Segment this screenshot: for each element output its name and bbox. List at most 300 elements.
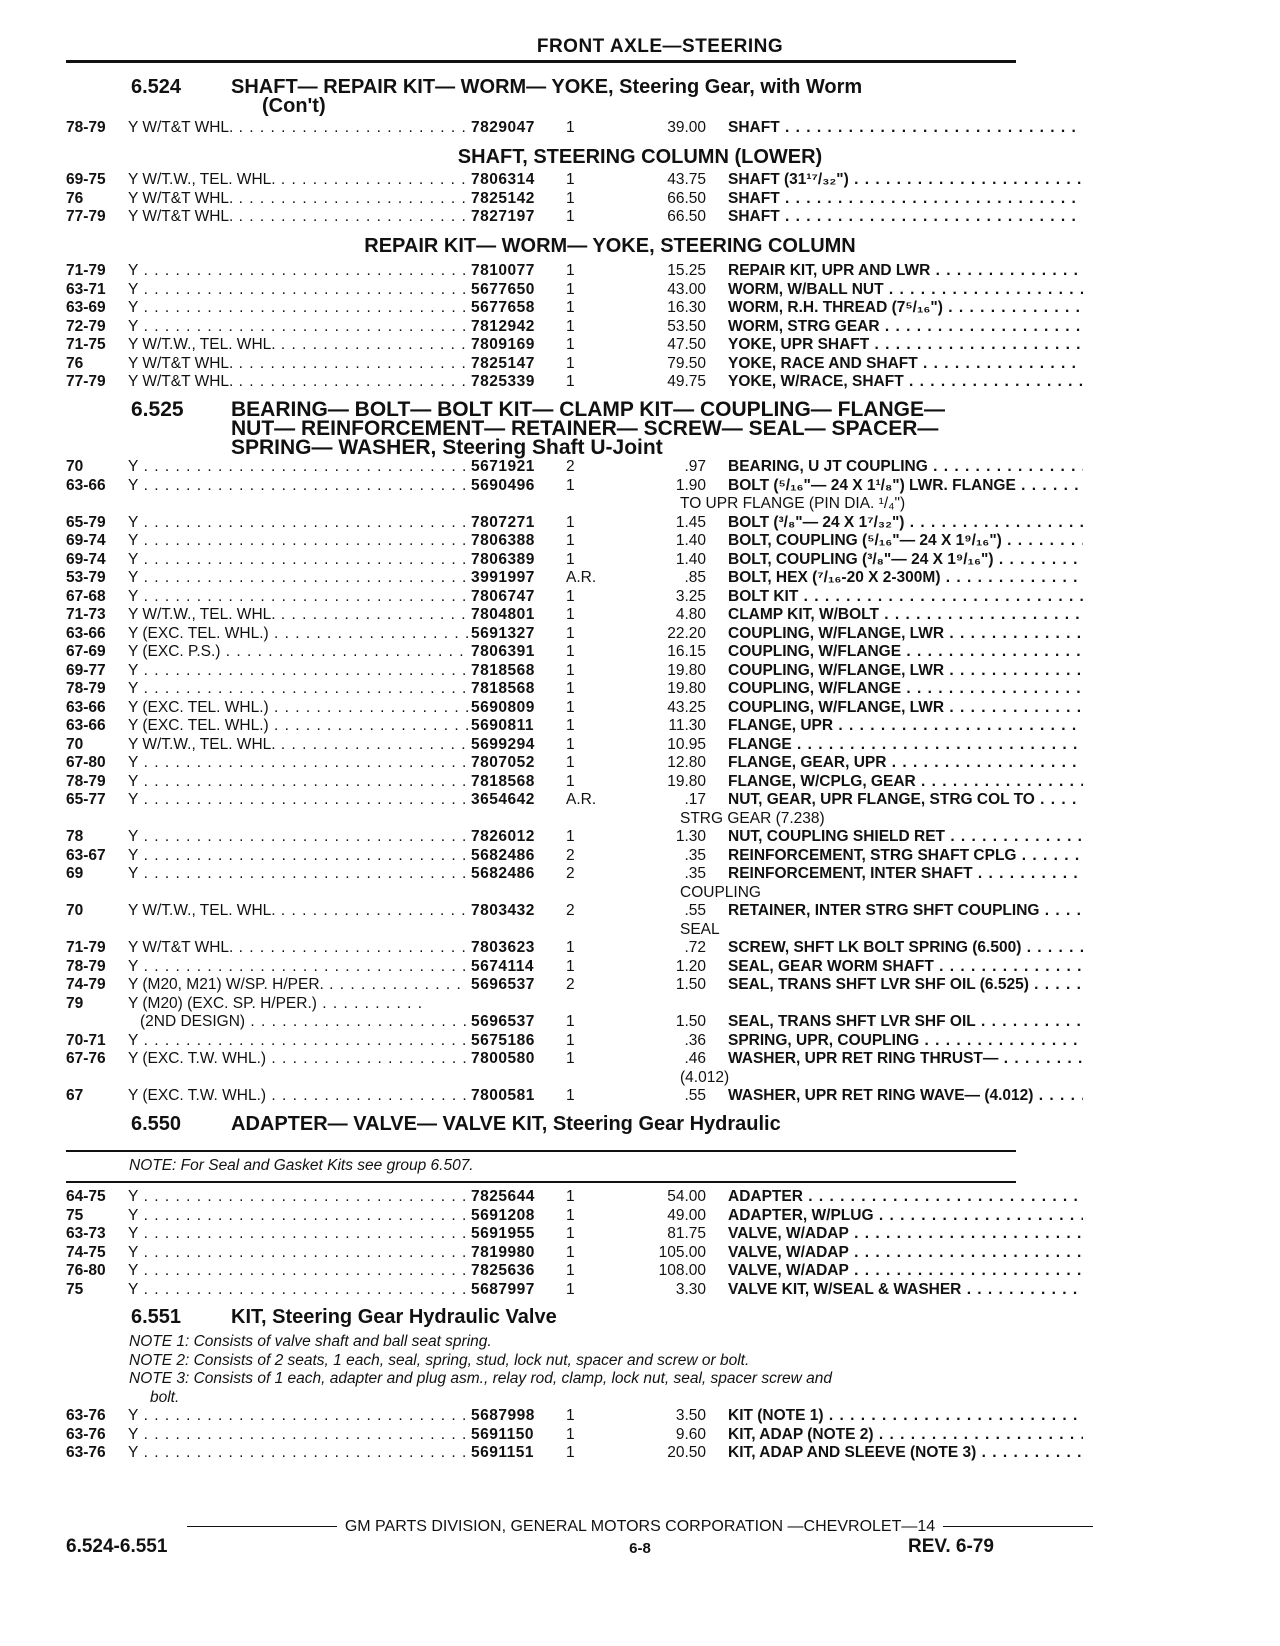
description: VALVE, W/ADAP . . .	[728, 1244, 1083, 1263]
quantity: 1	[566, 1225, 575, 1242]
application: Y W/T.W., TEL. WHL. . . .	[128, 736, 468, 755]
price: 16.30	[667, 299, 706, 316]
model-years: 63-66	[66, 717, 106, 734]
part-row-continuation: SEAL	[680, 920, 720, 938]
quantity: 1	[566, 1188, 575, 1205]
footer-rule-right	[943, 1526, 1093, 1527]
price: 19.80	[667, 661, 706, 679]
description: KIT, ADAP (NOTE 2) . . .	[728, 1426, 1083, 1445]
part-number: 7806389	[471, 550, 535, 568]
model-years: 69-74	[66, 532, 106, 549]
application: Y (M20, M21) W/SP. H/PER. . . .	[128, 976, 468, 995]
description: BOLT, COUPLING (³/₈"— 24 X 1⁹/₁₆") . . .	[728, 551, 1083, 570]
section-rule	[66, 1150, 1016, 1152]
application: Y . . .	[128, 318, 468, 337]
note-3-continuation: bolt.	[150, 1388, 180, 1406]
description: SEAL, TRANS SHFT LVR SHF OIL (6.525) . . .	[728, 976, 1083, 995]
price: 19.80	[667, 680, 706, 697]
model-years: 63-67	[66, 846, 106, 864]
quantity: 1	[566, 1243, 575, 1261]
model-years: 79	[66, 994, 84, 1012]
price: 1.20	[675, 957, 706, 975]
footer-page-number: 6-8	[629, 1540, 651, 1557]
description: CLAMP KIT, W/BOLT . . .	[728, 606, 1083, 625]
note-seal-gasket: NOTE: For Seal and Gasket Kits see group 6.507.	[129, 1157, 474, 1174]
application: Y . . .	[128, 1225, 468, 1244]
description: REPAIR KIT, UPR AND LWR . . .	[728, 262, 1083, 281]
quantity: 1	[566, 1425, 575, 1443]
quantity: 1	[566, 280, 575, 298]
price: 66.50	[667, 208, 706, 225]
part-number: 5690496	[471, 476, 535, 494]
application: (2ND DESIGN) . . .	[140, 1013, 468, 1032]
quantity: 1	[566, 373, 575, 390]
model-years: 75	[66, 1280, 84, 1298]
price: 20.50	[667, 1444, 706, 1461]
description: SEAL, TRANS SHFT LVR SHF OIL . . .	[728, 1013, 1083, 1032]
part-number: 7800581	[471, 1087, 535, 1104]
quantity: 2	[566, 458, 575, 475]
description: ADAPTER . . .	[728, 1188, 1083, 1207]
model-years: 70-71	[66, 1031, 106, 1049]
model-years: 63-66	[66, 698, 106, 716]
quantity: 1	[566, 1087, 575, 1104]
price: 1.50	[675, 1013, 706, 1030]
quantity: 1	[566, 643, 575, 660]
application: Y . . .	[128, 1407, 468, 1426]
application: Y . . .	[128, 1207, 468, 1226]
description: KIT, ADAP AND SLEEVE (NOTE 3) . . .	[728, 1444, 1083, 1463]
application: Y W/T&T WHL. . . .	[128, 190, 468, 209]
part-number: 7809169	[471, 336, 535, 353]
model-years: 63-76	[66, 1407, 106, 1424]
part-number: 5682486	[471, 846, 535, 864]
application: Y . . .	[128, 588, 468, 607]
quantity: 1	[566, 624, 575, 642]
price: 49.75	[667, 373, 706, 390]
application: Y . . .	[128, 754, 468, 773]
application: Y W/T&T WHL. . . .	[128, 119, 468, 138]
price: 1.50	[675, 976, 706, 993]
quantity: 1	[566, 939, 575, 956]
description: SHAFT (31¹⁷/₃₂") . . .	[728, 171, 1083, 190]
section-title: KIT, Steering Gear Hydraulic Valve	[231, 1306, 557, 1328]
quantity: 1	[566, 587, 575, 605]
part-number: 7806391	[471, 643, 535, 660]
price: 9.60	[675, 1425, 706, 1443]
application: Y . . .	[128, 828, 468, 847]
quantity: 1	[566, 661, 575, 679]
part-number: 7827197	[471, 208, 535, 225]
model-years: 67	[66, 1087, 84, 1104]
application: Y . . .	[128, 1426, 468, 1445]
application: Y . . .	[128, 791, 468, 810]
note-2: NOTE 2: Consists of 2 seats, 1 each, seal, spring, stud, lock nut, spacer and screw or bolt.	[129, 1351, 750, 1369]
description: COUPLING, W/FLANGE . . .	[728, 643, 1083, 662]
application: Y . . .	[128, 1032, 468, 1051]
model-years: 75	[66, 1206, 84, 1224]
price: 15.25	[667, 262, 706, 279]
description: FLANGE . . .	[728, 736, 1083, 755]
part-number: 7825147	[471, 354, 535, 372]
price: 16.15	[667, 643, 706, 660]
description: BOLT (³/₈"— 24 X 1⁷/₃₂") . . .	[728, 514, 1083, 533]
application: Y . . .	[128, 299, 468, 318]
part-number: 7825339	[471, 373, 535, 390]
quantity: 1	[566, 1050, 575, 1067]
application: Y W/T&T WHL. . . .	[128, 355, 468, 374]
quantity: 1	[566, 299, 575, 316]
application: Y . . .	[128, 773, 468, 792]
quantity: A.R.	[566, 791, 597, 808]
application: Y . . .	[128, 1281, 468, 1300]
part-number: 7818568	[471, 661, 535, 679]
model-years: 77-79	[66, 373, 106, 390]
description: REINFORCEMENT, INTER SHAFT . . .	[728, 865, 1083, 884]
section-number: 6.550	[131, 1113, 182, 1135]
part-number: 5691151	[471, 1444, 534, 1461]
price: 43.25	[667, 698, 706, 716]
part-number: 3991997	[471, 569, 535, 586]
price: 3.30	[675, 1280, 706, 1298]
model-years: 65-77	[66, 791, 106, 808]
part-number: 5699294	[471, 735, 535, 753]
section-title: SHAFT— REPAIR KIT— WORM— YOKE, Steering Gear, with Worm	[231, 76, 863, 98]
application: Y W/T.W., TEL. WHL. . . .	[128, 336, 468, 355]
quantity: 1	[566, 772, 575, 790]
model-years: 78-79	[66, 957, 106, 975]
part-number: 7800580	[471, 1050, 535, 1067]
description: WASHER, UPR RET RING THRUST— . . .	[728, 1050, 1083, 1069]
part-number: 7806388	[471, 532, 535, 549]
subheading-repair-kit: REPAIR KIT— WORM— YOKE, STEERING COLUMN	[364, 235, 856, 257]
part-number: 7818568	[471, 772, 535, 790]
model-years: 70	[66, 458, 84, 475]
price: 1.30	[675, 828, 706, 845]
application: Y . . .	[128, 532, 468, 551]
part-row-continuation: COUPLING	[680, 883, 761, 901]
quantity: 1	[566, 1407, 575, 1424]
model-years: 69-77	[66, 661, 106, 679]
description: NUT, GEAR, UPR FLANGE, STRG COL TO . . .	[728, 791, 1083, 810]
application: Y . . .	[128, 680, 468, 699]
section-6-550	[131, 1115, 1011, 1134]
quantity: 1	[566, 1013, 575, 1030]
price: .46	[684, 1050, 706, 1067]
description: SPRING, UPR, COUPLING . . .	[728, 1032, 1083, 1051]
application: Y W/T&T WHL. . . .	[128, 939, 468, 958]
application: Y . . .	[128, 1262, 468, 1281]
part-row-continuation: (4.012)	[680, 1068, 730, 1086]
quantity: 1	[566, 317, 575, 335]
price: 3.25	[675, 587, 706, 605]
quantity: 2	[566, 846, 575, 864]
note-3: NOTE 3: Consists of 1 each, adapter and plug asm., relay rod, clamp, lock nut, seal, spacer screw and	[129, 1370, 833, 1387]
part-number: 5677658	[471, 299, 535, 316]
application: Y W/T.W., TEL. WHL. . . .	[128, 171, 468, 190]
price: 39.00	[667, 119, 706, 136]
model-years: 78-79	[66, 119, 106, 136]
quantity: 1	[566, 336, 575, 353]
description: SEAL, GEAR WORM SHAFT . . .	[728, 958, 1083, 977]
model-years: 63-66	[66, 624, 106, 642]
application: Y (EXC. TEL. WHL.) . . .	[128, 717, 468, 736]
application: Y (EXC. TEL. WHL.) . . .	[128, 699, 468, 718]
description: REINFORCEMENT, STRG SHAFT CPLG . . .	[728, 847, 1083, 866]
price: 43.75	[667, 171, 706, 188]
model-years: 63-73	[66, 1225, 106, 1242]
description: FLANGE, GEAR, UPR . . .	[728, 754, 1083, 773]
price: 3.50	[675, 1407, 706, 1424]
price: 11.30	[668, 717, 706, 734]
section-number: 6.525	[131, 398, 184, 421]
part-number: 5677650	[471, 280, 535, 298]
description: COUPLING, W/FLANGE . . .	[728, 680, 1083, 699]
description: FLANGE, W/CPLG, GEAR . . .	[728, 773, 1083, 792]
quantity: 1	[566, 828, 575, 845]
price: .72	[684, 939, 706, 956]
section-cont: (Con't)	[262, 95, 326, 117]
header-rule	[66, 60, 1016, 63]
part-number: 5691208	[471, 1206, 535, 1224]
price: 1.90	[675, 476, 706, 494]
page-header: FRONT AXLE—STEERING	[536, 36, 784, 57]
description: BEARING, U JT COUPLING . . .	[728, 458, 1083, 477]
part-number: 7803623	[471, 939, 535, 956]
section-title-line-2: NUT— REINFORCEMENT— RETAINER— SCREW— SEAL— SPACER—	[231, 417, 939, 440]
subheading-lower-shaft: SHAFT, STEERING COLUMN (LOWER)	[457, 146, 823, 168]
description: RETAINER, INTER STRG SHFT COUPLING . . .	[728, 902, 1083, 921]
description: VALVE, W/ADAP . . .	[728, 1262, 1083, 1281]
quantity: 1	[566, 735, 575, 753]
part-number: 5696537	[471, 976, 535, 993]
description: COUPLING, W/FLANGE, LWR . . .	[728, 625, 1083, 644]
model-years: 78-79	[66, 680, 106, 697]
footer-revision: REV. 6-79	[908, 1536, 994, 1557]
part-number: 7806314	[471, 171, 535, 188]
part-number: 5690811	[471, 717, 534, 734]
application: Y (M20) (EXC. SP. H/PER.) . . .	[128, 995, 428, 1014]
part-number: 7825644	[471, 1188, 535, 1205]
quantity: 2	[566, 976, 575, 993]
description: FLANGE, UPR . . .	[728, 717, 1083, 736]
price: 4.80	[675, 606, 706, 623]
quantity: 2	[566, 865, 575, 882]
section-number: 6.551	[131, 1306, 182, 1328]
part-number: 5690809	[471, 698, 535, 716]
model-years: 63-76	[66, 1444, 106, 1461]
price: .35	[684, 865, 706, 882]
model-years: 76	[66, 189, 84, 207]
part-row-continuation: TO UPR FLANGE (PIN DIA. ¹/₄")	[680, 495, 906, 512]
application: Y . . .	[128, 1244, 468, 1263]
description: SHAFT . . .	[728, 119, 1083, 138]
description: WASHER, UPR RET RING WAVE— (4.012) . . .	[728, 1087, 1083, 1106]
model-years: 67-69	[66, 643, 106, 660]
price: .85	[684, 569, 706, 586]
part-number: 7806747	[471, 587, 535, 605]
price: 1.40	[675, 532, 706, 549]
application: Y (EXC. T.W. WHL.) . . .	[128, 1050, 468, 1069]
description: COUPLING, W/FLANGE, LWR . . .	[728, 662, 1083, 681]
application: Y W/T&T WHL. . . .	[128, 373, 468, 392]
quantity: 1	[566, 1444, 575, 1461]
model-years: 76-80	[66, 1262, 106, 1279]
quantity: 1	[566, 1206, 575, 1224]
part-number: 3654642	[471, 791, 535, 808]
description: YOKE, UPR SHAFT . . .	[728, 336, 1083, 355]
application: Y . . .	[128, 569, 468, 588]
footer-publisher: GM PARTS DIVISION, GENERAL MOTORS CORPORATION —CHEVROLET—14	[0, 1518, 1280, 1536]
quantity: 1	[566, 208, 575, 225]
price: 66.50	[667, 189, 706, 207]
description: ADAPTER, W/PLUG . . .	[728, 1207, 1083, 1226]
part-number: 7826012	[471, 828, 535, 845]
price: .55	[684, 902, 706, 919]
application: Y . . .	[128, 551, 468, 570]
application: Y . . .	[128, 477, 468, 496]
description: BOLT (⁵/₁₆"— 24 X 1¹/₈") LWR. FLANGE . . .	[728, 477, 1083, 496]
part-number: 5674114	[471, 957, 534, 975]
price: .35	[684, 846, 706, 864]
price: 1.40	[675, 550, 706, 568]
model-years: 63-71	[66, 280, 106, 298]
description: YOKE, RACE AND SHAFT . . .	[728, 355, 1083, 374]
application: Y . . .	[128, 865, 468, 884]
application: Y . . .	[128, 458, 468, 477]
model-years: 71-79	[66, 939, 106, 956]
price: .36	[684, 1031, 706, 1049]
quantity: 1	[566, 717, 575, 734]
model-years: 70	[66, 902, 84, 919]
part-number: 7819980	[471, 1243, 535, 1261]
part-number: 5687998	[471, 1407, 535, 1424]
description: WORM, STRG GEAR . . .	[728, 318, 1083, 337]
description: SCREW, SHFT LK BOLT SPRING (6.500) . . .	[728, 939, 1083, 958]
application: Y . . .	[128, 847, 468, 866]
description: WORM, W/BALL NUT . . .	[728, 281, 1083, 300]
model-years: 78-79	[66, 772, 106, 790]
model-years: 69-75	[66, 171, 106, 188]
part-number: 5687997	[471, 1280, 535, 1298]
price: .55	[684, 1087, 706, 1104]
model-years: 77-79	[66, 208, 106, 225]
price: 10.95	[667, 735, 706, 753]
description: WORM, R.H. THREAD (7⁵/₁₆") . . .	[728, 299, 1083, 318]
quantity: 1	[566, 189, 575, 207]
model-years: 71-73	[66, 606, 106, 623]
model-years: 63-76	[66, 1425, 106, 1443]
model-years: 53-79	[66, 569, 106, 586]
model-years: 72-79	[66, 317, 106, 335]
description: BOLT, COUPLING (⁵/₁₆"— 24 X 1⁹/₁₆") . . .	[728, 532, 1083, 551]
part-number: 5691955	[471, 1225, 535, 1242]
part-number: 5691327	[471, 624, 535, 642]
quantity: 1	[566, 262, 575, 279]
section-rule	[66, 1181, 1016, 1183]
description: VALVE, W/ADAP . . .	[728, 1225, 1083, 1244]
model-years: 71-75	[66, 336, 106, 353]
description: COUPLING, W/FLANGE, LWR . . .	[728, 699, 1083, 718]
quantity: 1	[566, 1280, 575, 1298]
application: Y (EXC. TEL. WHL.) . . .	[128, 625, 468, 644]
application: Y (EXC. T.W. WHL.) . . .	[128, 1087, 468, 1106]
application: Y (EXC. P.S.) . . .	[128, 643, 468, 662]
part-number: 7825636	[471, 1262, 535, 1279]
footer-section-range: 6.524-6.551	[66, 1536, 168, 1557]
section-title-line-1: BEARING— BOLT— BOLT KIT— CLAMP KIT— COUPLING— FLANGE—	[231, 398, 945, 421]
application: Y . . .	[128, 1188, 468, 1207]
part-number: 5691150	[471, 1425, 534, 1443]
price: .17	[684, 791, 706, 808]
quantity: 1	[566, 119, 575, 136]
quantity: 1	[566, 513, 575, 531]
quantity: 1	[566, 550, 575, 568]
model-years: 70	[66, 735, 84, 753]
quantity: 1	[566, 476, 575, 494]
model-years: 67-68	[66, 587, 106, 605]
description: NUT, COUPLING SHIELD RET . . .	[728, 828, 1083, 847]
quantity: 1	[566, 1031, 575, 1049]
quantity: 1	[566, 1262, 575, 1279]
price: 49.00	[667, 1206, 706, 1224]
model-years: 71-79	[66, 262, 106, 279]
model-years: 74-75	[66, 1243, 106, 1261]
section-title-line-3: SPRING— WASHER, Steering Shaft U-Joint	[231, 436, 663, 459]
model-years: 78	[66, 828, 84, 845]
application: Y . . .	[128, 514, 468, 533]
description: SHAFT . . .	[728, 208, 1083, 227]
description: BOLT KIT . . .	[728, 588, 1083, 607]
price: 105.00	[658, 1243, 706, 1261]
price: 22.20	[667, 624, 706, 642]
price: 53.50	[667, 317, 706, 335]
section-title: ADAPTER— VALVE— VALVE KIT, Steering Gear Hydraulic	[231, 1113, 781, 1135]
quantity: 1	[566, 957, 575, 975]
quantity: 1	[566, 680, 575, 697]
part-number: 5696537	[471, 1013, 535, 1030]
description: BOLT, HEX (⁷/₁₆-20 X 2-300M) . . .	[728, 569, 1083, 588]
part-number: 7807052	[471, 754, 535, 771]
part-number: 7803432	[471, 902, 535, 919]
quantity: 2	[566, 902, 575, 919]
part-number: 7812942	[471, 317, 535, 335]
model-years: 69	[66, 865, 84, 882]
section-6-551	[131, 1308, 1011, 1327]
application: Y W/T.W., TEL. WHL. . . .	[128, 606, 468, 625]
model-years: 67-76	[66, 1050, 106, 1067]
price: 19.80	[667, 772, 706, 790]
quantity: 1	[566, 698, 575, 716]
part-number: 7804801	[471, 606, 535, 623]
model-years: 65-79	[66, 513, 106, 531]
part-number: 7807271	[471, 513, 535, 531]
section-number: 6.524	[131, 76, 182, 98]
description: SHAFT . . .	[728, 190, 1083, 209]
model-years: 69-74	[66, 550, 106, 568]
application: Y . . .	[128, 262, 468, 281]
application: Y W/T.W., TEL. WHL. . . .	[128, 902, 468, 921]
part-number: 7810077	[471, 262, 535, 279]
price: 79.50	[667, 354, 706, 372]
quantity: 1	[566, 606, 575, 623]
footer-rule-left	[187, 1526, 337, 1527]
model-years: 63-69	[66, 299, 106, 316]
note-1: NOTE 1: Consists of valve shaft and ball seat spring.	[129, 1333, 492, 1350]
part-number: 5682486	[471, 865, 535, 882]
model-years: 64-75	[66, 1188, 106, 1205]
application: Y . . .	[128, 662, 468, 681]
